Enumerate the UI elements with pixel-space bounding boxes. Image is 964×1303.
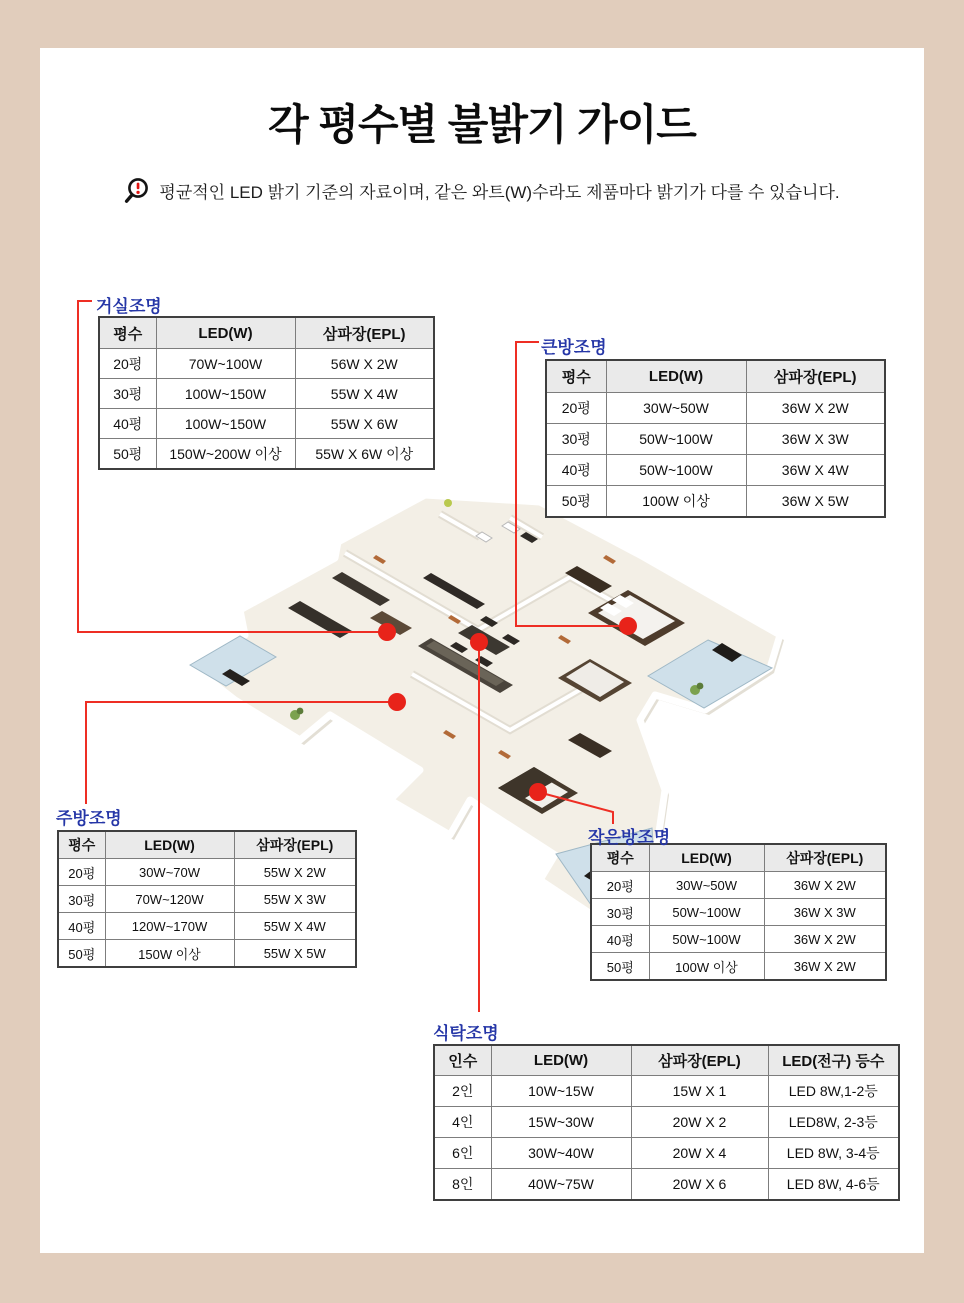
kitchen-lighting-table: [57, 830, 357, 968]
col-header: 삼파장(EPL): [746, 360, 885, 393]
living-lighting-table: [98, 316, 435, 470]
header-row: [99, 317, 434, 349]
table-row: 20평 30W~70W 55W X 2W: [58, 859, 356, 886]
smallroom-table-label: 작은방조명: [588, 828, 671, 847]
table-row: 20평 30W~50W 36W X 2W: [591, 872, 886, 899]
col-header: 삼파장(EPL): [631, 1045, 768, 1076]
table-row: 40평 50W~100W 36W X 4W: [546, 455, 885, 486]
col-header: LED(전구) 등수: [768, 1045, 899, 1076]
table-row: 50평 150W~200W 이상 55W X 6W 이상: [99, 439, 434, 470]
col-header: 평수: [99, 317, 156, 349]
col-header: 평수: [546, 360, 606, 393]
table-row: 30평 50W~100W 36W X 3W: [591, 899, 886, 926]
bigroom-lighting-table: [545, 359, 886, 518]
table-row: 50평 100W 이상 36W X 5W: [546, 486, 885, 518]
col-header: 삼파장(EPL): [234, 831, 356, 859]
table-row: 20평 70W~100W 56W X 2W: [99, 349, 434, 379]
col-header: 평수: [591, 844, 649, 872]
col-header: LED(W): [649, 844, 764, 872]
table-row: 30평 50W~100W 36W X 3W: [546, 424, 885, 455]
header-row: [591, 844, 886, 872]
table-row: 40평 100W~150W 55W X 6W: [99, 409, 434, 439]
col-header: 평수: [58, 831, 105, 859]
table-row: 50평 100W 이상 36W X 2W: [591, 953, 886, 981]
col-header: LED(W): [491, 1045, 631, 1076]
dining-table-label: 식탁조명: [433, 1024, 499, 1043]
kitchen-table-label: 주방조명: [56, 809, 122, 828]
table-row: 30평 100W~150W 55W X 4W: [99, 379, 434, 409]
header-row: [546, 360, 885, 393]
table-row: 20평 30W~50W 36W X 2W: [546, 393, 885, 424]
living-table-label: 거실조명: [96, 297, 162, 316]
table-row: 8인 40W~75W 20W X 6 LED 8W, 4-6등: [434, 1169, 899, 1201]
col-header: 삼파장(EPL): [295, 317, 434, 349]
magnifier-exclamation-icon: [124, 177, 150, 204]
col-header: LED(W): [156, 317, 295, 349]
notice-row: [0, 177, 964, 204]
col-header: LED(W): [105, 831, 234, 859]
bigroom-table-label: 큰방조명: [541, 338, 607, 357]
table-row: 6인 30W~40W 20W X 4 LED 8W, 3-4등: [434, 1138, 899, 1169]
page-title: 각 평수별 불밝기 가이드: [268, 101, 696, 148]
dining-lighting-table: [433, 1044, 900, 1201]
table-row: 2인 10W~15W 15W X 1 LED 8W,1-2등: [434, 1076, 899, 1107]
header-row: [58, 831, 356, 859]
smallroom-lighting-table: [590, 843, 887, 981]
col-header: LED(W): [606, 360, 746, 393]
table-row: 30평 70W~120W 55W X 3W: [58, 886, 356, 913]
table-row: 40평 120W~170W 55W X 4W: [58, 913, 356, 940]
notice-text: 평균적인 LED 밝기 기준의 자료이며, 같은 와트(W)수라도 제품마다 밝기가 다를 수 있습니다.: [159, 183, 840, 202]
table-row: 50평 150W 이상 55W X 5W: [58, 940, 356, 968]
table-row: 40평 50W~100W 36W X 2W: [591, 926, 886, 953]
col-header: 인수: [434, 1045, 491, 1076]
header-row: [434, 1045, 899, 1076]
table-row: 4인 15W~30W 20W X 2 LED8W, 2-3등: [434, 1107, 899, 1138]
col-header: 삼파장(EPL): [764, 844, 886, 872]
